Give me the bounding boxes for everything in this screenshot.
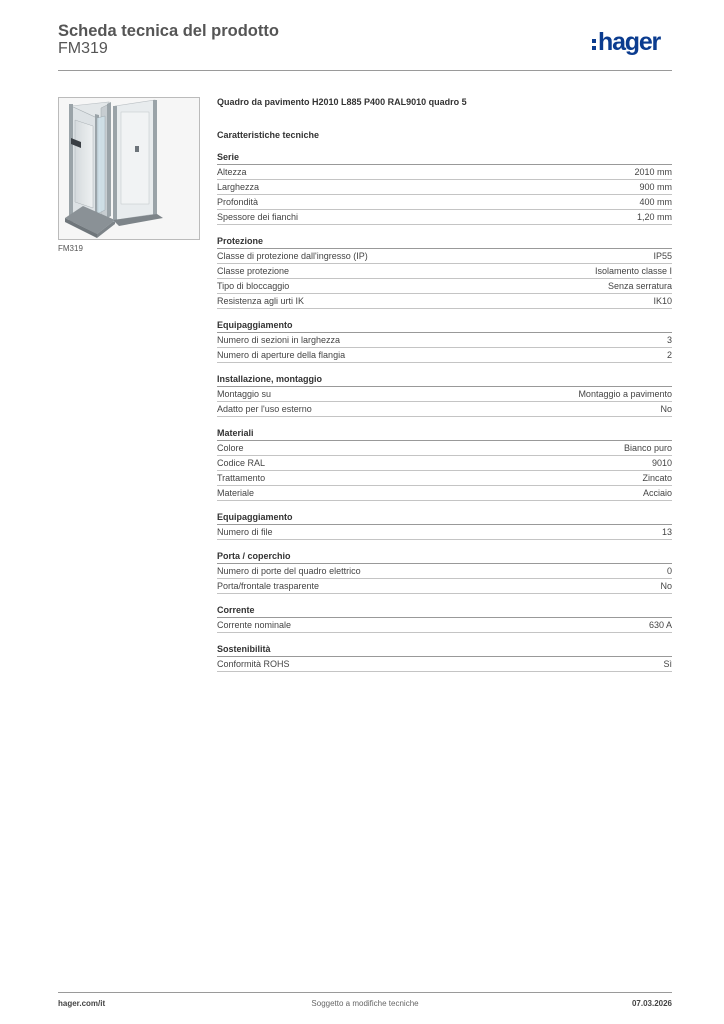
spec-label: Codice RAL (217, 458, 266, 468)
page-footer (58, 992, 672, 1008)
spec-label: Spessore dei fianchi (217, 212, 299, 222)
spec-row (217, 279, 672, 294)
spec-label: Numero di porte del quadro elettrico (217, 566, 361, 576)
page-header (58, 20, 672, 71)
spec-value: 900 mm (639, 182, 672, 192)
spec-label: Trattamento (217, 473, 266, 483)
spec-heading: Caratteristiche tecniche (217, 130, 320, 140)
spec-row (217, 210, 672, 225)
spec-label: Colore (217, 443, 244, 453)
spec-value: Bianco puro (623, 443, 672, 453)
spec-row (217, 471, 672, 486)
spec-row (217, 348, 672, 363)
logo-dots-icon (592, 39, 596, 50)
section-title: Porta / coperchio (217, 549, 672, 564)
section-title: Materiali (217, 426, 672, 441)
spec-value: 630 A (648, 620, 672, 630)
spec-row (217, 525, 672, 540)
spec-row (217, 333, 672, 348)
footer-note: Soggetto a modifiche tecniche (311, 999, 419, 1008)
spec-row (217, 657, 672, 672)
spec-value: IP55 (653, 251, 672, 261)
spec-sections (217, 150, 672, 672)
spec-label: Materiale (217, 488, 255, 498)
spec-value: Senza serratura (607, 281, 672, 291)
section-title: Protezione (217, 234, 672, 249)
spec-value: Isolamento classe I (594, 266, 672, 276)
spec-row (217, 618, 672, 633)
spec-row (217, 249, 672, 264)
image-caption: FM319 (58, 244, 83, 253)
spec-row (217, 264, 672, 279)
section-title: Equipaggiamento (217, 510, 672, 525)
section-title: Corrente (217, 603, 672, 618)
spec-row (217, 165, 672, 180)
footer-date: 07.03.2026 (631, 999, 672, 1008)
spec-row (217, 402, 672, 417)
product-description: Quadro da pavimento H2010 L885 P400 RAL9010 quadro 5 (217, 97, 467, 107)
spec-row (217, 564, 672, 579)
spec-label: Adatto per l'uso esterno (217, 404, 312, 414)
spec-label: Tipo di bloccaggio (217, 281, 290, 291)
spec-label: Classe di protezione dall'ingresso (IP) (217, 251, 368, 261)
section-title: Installazione, montaggio (217, 372, 672, 387)
spec-value: 2 (666, 350, 672, 360)
spec-row (217, 294, 672, 309)
page-title: Scheda tecnica del prodotto (58, 22, 279, 40)
spec-label: Montaggio su (217, 389, 272, 399)
spec-label: Classe protezione (217, 266, 290, 276)
logo-text: hager (598, 27, 661, 56)
spec-label: Profondità (217, 197, 259, 207)
spec-value: No (660, 581, 672, 591)
spec-value: 2010 mm (634, 167, 672, 177)
spec-value: Zincato (642, 473, 672, 483)
spec-value: No (660, 404, 672, 414)
spec-label: Larghezza (217, 182, 260, 192)
section-title: Sostenibilità (217, 642, 672, 657)
spec-value: 9010 (651, 458, 672, 468)
spec-value: 400 mm (639, 197, 672, 207)
spec-row (217, 579, 672, 594)
hager-logo (592, 29, 672, 55)
spec-value: Montaggio a pavimento (578, 389, 672, 399)
spec-label: Resistenza agli urti IK (217, 296, 305, 306)
spec-value: 0 (666, 566, 672, 576)
spec-row (217, 180, 672, 195)
spec-value: 13 (661, 527, 672, 537)
spec-value: IK10 (653, 296, 672, 306)
product-image (58, 97, 200, 240)
spec-row (217, 486, 672, 501)
spec-label: Numero di sezioni in larghezza (217, 335, 341, 345)
spec-row (217, 195, 672, 210)
floor-cabinet-icon (59, 98, 199, 239)
spec-row (217, 387, 672, 402)
spec-label: Numero di aperture della flangia (217, 350, 346, 360)
spec-value: 3 (666, 335, 672, 345)
spec-value: Acciaio (642, 488, 672, 498)
spec-label: Conformità ROHS (217, 659, 290, 669)
spec-label: Porta/frontale trasparente (217, 581, 320, 591)
section-title: Equipaggiamento (217, 318, 672, 333)
spec-row (217, 441, 672, 456)
footer-website: hager.com/it (58, 999, 106, 1008)
spec-label: Altezza (217, 167, 247, 177)
spec-label: Numero di file (217, 527, 273, 537)
section-title: Serie (217, 150, 672, 165)
spec-label: Corrente nominale (217, 620, 292, 630)
spec-value: 1,20 mm (636, 212, 672, 222)
spec-row (217, 456, 672, 471)
product-code: FM319 (58, 40, 108, 57)
spec-content (217, 96, 672, 672)
spec-value: Sì (663, 659, 672, 669)
